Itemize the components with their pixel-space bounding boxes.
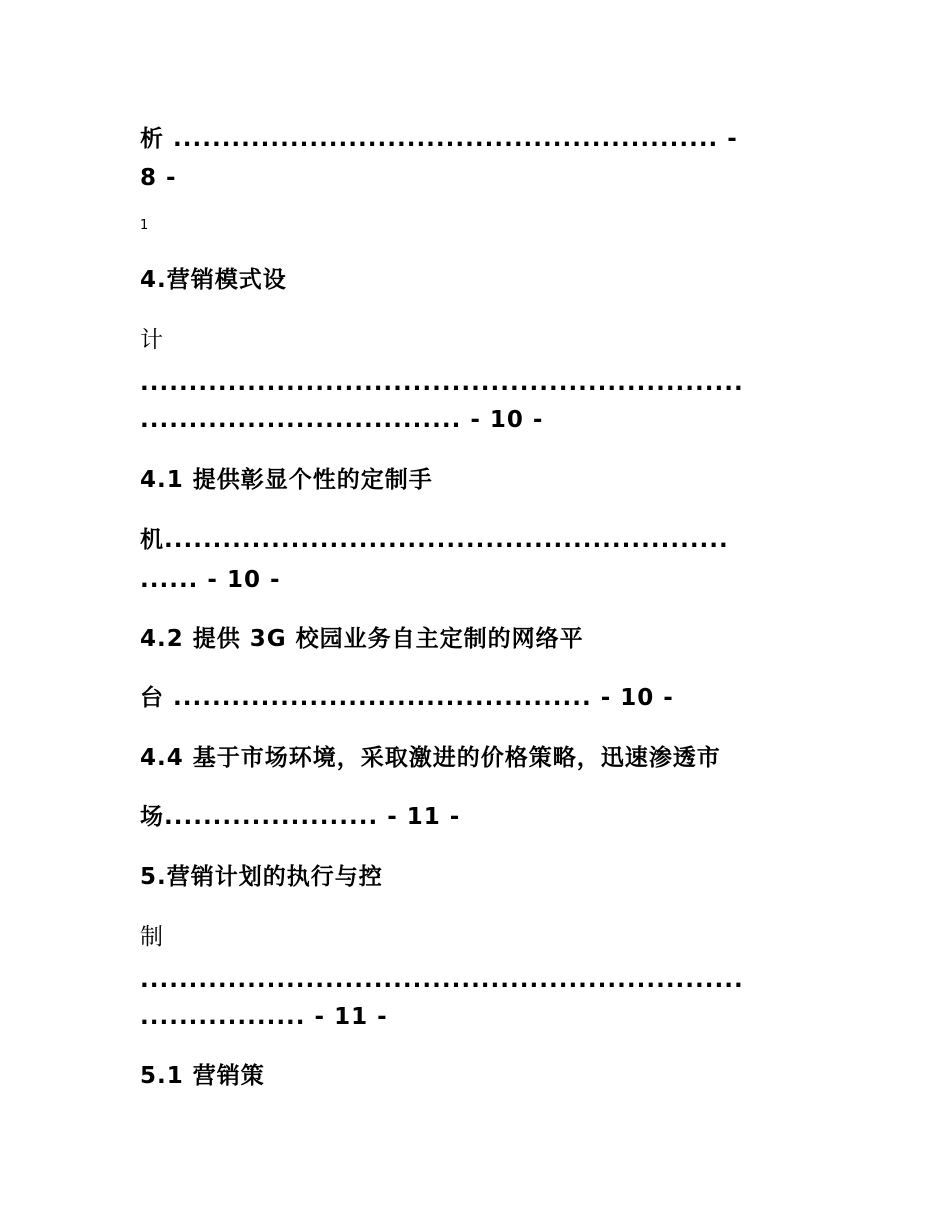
toc-line: ................. - 11 - bbox=[140, 1004, 388, 1030]
toc-line: 5.1 营销策 bbox=[140, 1063, 265, 1089]
toc-line: 机.......................................................... bbox=[140, 527, 729, 553]
toc-line: 4.4 基于市场环境，采取激进的价格策略，迅速渗透市 bbox=[140, 745, 721, 771]
toc-line: ................................. - 10 - bbox=[140, 407, 544, 433]
toc-line: 4.营销模式设 bbox=[140, 267, 287, 293]
toc-line: 析 ........................................................ - bbox=[140, 126, 738, 152]
toc-line: 4.1 提供彰显个性的定制手 bbox=[140, 467, 433, 493]
toc-line: 4.2 提供 3G 校园业务自主定制的网络平 bbox=[140, 626, 584, 652]
toc-line: 8 - bbox=[140, 165, 177, 191]
toc-line: 场...................... - 11 - bbox=[140, 804, 461, 830]
toc-line: 台 ........................................... - 10 - bbox=[140, 685, 674, 711]
toc-line: 制 bbox=[140, 924, 164, 950]
toc-line: .............................................................. bbox=[140, 967, 744, 993]
toc-line: 5.营销计划的执行与控 bbox=[140, 864, 383, 890]
toc-line: .............................................................. bbox=[140, 370, 744, 396]
footnote-marker: 1 bbox=[140, 218, 149, 233]
toc-line: ...... - 10 - bbox=[140, 567, 281, 593]
toc-line: 计 bbox=[140, 327, 164, 353]
